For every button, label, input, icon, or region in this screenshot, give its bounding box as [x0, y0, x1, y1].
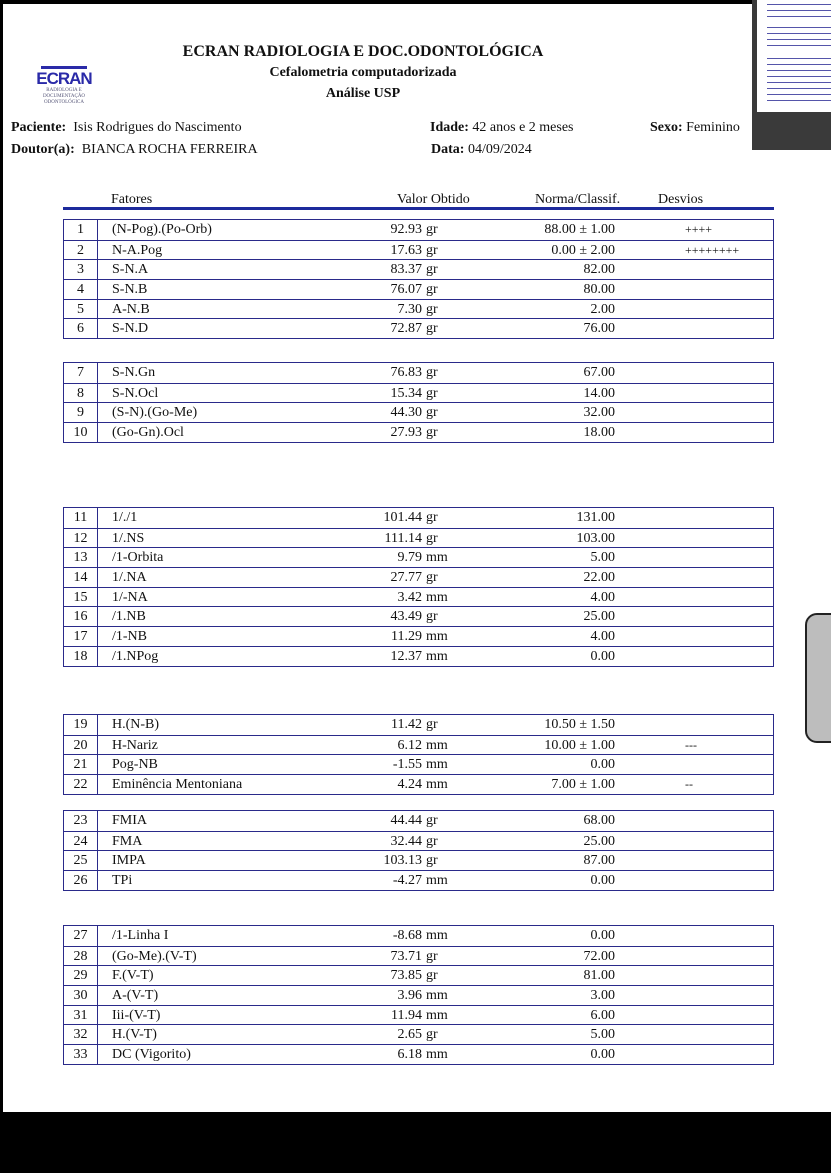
obtained-value: -8.68 mm [393, 926, 456, 945]
factor-name: /1-Orbita [112, 550, 164, 566]
norm-value: 88.00 ± 1.00 [544, 222, 615, 237]
table-row [64, 926, 773, 946]
table-row [64, 626, 773, 646]
col-norma: Norma/Classif. [535, 192, 621, 207]
obtained-value: 17.63 gr [391, 241, 457, 260]
unit: mm [426, 1007, 448, 1023]
norm-value: 14.00 [583, 385, 615, 401]
norm-value: 22.00 [583, 570, 615, 586]
norm-value: 25.00 [583, 609, 615, 625]
norm-value: 0.00 [590, 648, 615, 664]
table-row [64, 946, 773, 966]
row-number: 3 [64, 260, 98, 279]
table-row [64, 965, 773, 985]
norm-value: 10.00 ± 1.00 [544, 737, 615, 753]
obtained-value: 12.37 mm [391, 647, 457, 666]
table-row [64, 547, 773, 567]
unit: gr [426, 282, 438, 298]
table-row [64, 715, 773, 735]
factor-name: /1-NB [112, 629, 147, 645]
unit: mm [426, 873, 448, 889]
factor-name: 1/./1 [112, 510, 138, 525]
deviation: -- [685, 777, 693, 792]
obtained-value: 6.12 mm [398, 736, 457, 755]
table-row [64, 850, 773, 870]
norm-value: 4.00 [590, 629, 615, 645]
obtained-value: 11.29 mm [391, 627, 456, 646]
side-panel-tab[interactable] [805, 613, 831, 743]
row-number: 24 [64, 832, 98, 851]
factor-table-group [63, 507, 774, 667]
obtained-value: 44.30 gr [391, 403, 457, 422]
unit: gr [426, 321, 438, 337]
norm-value: 25.00 [583, 833, 615, 849]
factor-table-group [63, 219, 774, 339]
row-number: 1 [64, 220, 98, 240]
table-row [64, 299, 773, 319]
obtained-value: 43.49 gr [391, 607, 457, 626]
row-number: 10 [64, 423, 98, 442]
row-number: 7 [64, 363, 98, 383]
row-number: 2 [64, 241, 98, 260]
row-number: 9 [64, 403, 98, 422]
col-desvios: Desvios [658, 192, 704, 207]
factor-name: A-(V-T) [112, 988, 159, 1004]
table-row [64, 528, 773, 548]
factor-name: N-A.Pog [112, 242, 163, 258]
col-valor: Valor Obtido [397, 192, 470, 207]
table-row [64, 1044, 773, 1064]
factor-name: IMPA [112, 853, 146, 869]
row-number: 12 [64, 529, 98, 548]
obtained-value: 76.83 gr [391, 363, 457, 382]
table-row [64, 508, 773, 528]
norm-value: 103.00 [576, 530, 615, 546]
row-number: 16 [64, 607, 98, 626]
row-number: 8 [64, 384, 98, 403]
doctor-info: Doutor(a): BIANCA ROCHA FERREIRA [11, 142, 258, 157]
norm-value: 82.00 [583, 262, 615, 278]
row-number: 20 [64, 736, 98, 755]
norm-value: 2.00 [590, 301, 615, 317]
table-row [64, 985, 773, 1005]
unit: gr [426, 405, 438, 421]
row-number: 15 [64, 588, 98, 607]
ecran-logo: ECRAN RADIOLOGIA E DOCUMENTAÇÃO ODONTOLÓGICA [31, 66, 97, 106]
norm-value: 76.00 [583, 321, 615, 337]
table-row [64, 1005, 773, 1025]
obtained-value: 73.71 gr [391, 947, 457, 966]
obtained-value: 9.79 mm [398, 548, 457, 567]
obtained-value: 103.13 gr [384, 851, 457, 870]
table-row [64, 1024, 773, 1044]
row-number: 14 [64, 568, 98, 587]
table-row [64, 754, 773, 774]
norm-value: 0.00 [590, 873, 615, 889]
table-row [64, 363, 773, 383]
unit: gr [426, 570, 438, 586]
table-row [64, 279, 773, 299]
row-number: 33 [64, 1045, 98, 1064]
unit: gr [426, 510, 438, 525]
unit: gr [426, 242, 438, 258]
table-row [64, 646, 773, 666]
factor-name: (S-N).(Go-Me) [112, 405, 198, 421]
obtained-value: 4.24 mm [398, 775, 457, 794]
table-row [64, 422, 773, 442]
row-number: 5 [64, 300, 98, 319]
table-row [64, 318, 773, 338]
obtained-value: 32.44 gr [391, 832, 457, 851]
row-number: 4 [64, 280, 98, 299]
row-number: 18 [64, 647, 98, 666]
age-info: Idade: 42 anos e 2 meses [430, 120, 574, 135]
norm-value: 0.00 [590, 1047, 615, 1063]
row-number: 30 [64, 986, 98, 1005]
row-number: 32 [64, 1025, 98, 1044]
row-number: 25 [64, 851, 98, 870]
unit: gr [426, 385, 438, 401]
factor-name: FMIA [112, 813, 148, 828]
table-row [64, 220, 773, 240]
norm-value: 10.50 ± 1.50 [544, 717, 615, 732]
obtained-value: -1.55 mm [393, 755, 456, 774]
obtained-value: 3.42 mm [398, 588, 457, 607]
obtained-value: 7.30 gr [398, 300, 457, 319]
unit: gr [426, 948, 438, 964]
factor-table-group [63, 362, 774, 443]
norm-value: 87.00 [583, 853, 615, 869]
norm-value: 68.00 [583, 813, 615, 828]
deviation: ++++ [685, 222, 713, 236]
unit: mm [426, 757, 448, 773]
norm-value: 81.00 [583, 968, 615, 984]
header-divider [63, 207, 774, 210]
obtained-value: 6.18 mm [398, 1045, 457, 1064]
row-number: 19 [64, 715, 98, 735]
factor-name: TPi [112, 873, 133, 889]
norm-value: 67.00 [583, 365, 615, 380]
obtained-value: 73.85 gr [391, 966, 457, 985]
obtained-value: 92.93 gr [391, 220, 457, 239]
obtained-value: 11.42 gr [391, 715, 456, 734]
row-number: 22 [64, 775, 98, 794]
analysis-name: Análise USP [325, 86, 401, 101]
row-number: 27 [64, 926, 98, 946]
table-row [64, 383, 773, 403]
factor-table-group [63, 714, 774, 795]
factor-name: S-N.D [112, 321, 149, 337]
factor-name: H.(N-B) [112, 717, 160, 732]
col-fatores: Fatores [111, 192, 153, 207]
unit: gr [426, 813, 438, 828]
factor-name: S-N.B [112, 282, 148, 298]
row-number: 13 [64, 548, 98, 567]
obtained-value: 101.44 gr [384, 508, 457, 527]
factor-name: Pog-NB [112, 757, 158, 773]
factor-name: DC (Vigorito) [112, 1047, 191, 1063]
factor-name: S-N.A [112, 262, 149, 278]
unit: gr [426, 222, 438, 237]
obtained-value: 44.44 gr [391, 811, 457, 830]
factor-name: A-N.B [112, 301, 150, 317]
company-title: ECRAN RADIOLOGIA E DOC.ODONTOLÓGICA [182, 43, 544, 60]
unit: mm [426, 648, 448, 664]
norm-value: 5.00 [590, 1027, 615, 1043]
norm-value: 6.00 [590, 1007, 615, 1023]
norm-value: 7.00 ± 1.00 [551, 777, 615, 793]
table-row [64, 259, 773, 279]
deviation: ++++++++ [685, 242, 740, 257]
unit: mm [426, 1047, 448, 1063]
factor-name: (Go-Me).(V-T) [112, 948, 197, 964]
table-row [64, 831, 773, 851]
factor-name: 1/-NA [112, 589, 148, 605]
table-row [64, 811, 773, 831]
row-number: 26 [64, 871, 98, 890]
norm-value: 131.00 [576, 510, 615, 525]
factor-name: F.(V-T) [112, 968, 154, 984]
row-number: 23 [64, 811, 98, 831]
norm-value: 0.00 [590, 928, 615, 943]
factor-name: /1.NPog [112, 648, 159, 664]
unit: mm [426, 737, 448, 753]
factor-name: Eminência Mentoniana [112, 777, 243, 793]
obtained-value: 2.65 gr [398, 1025, 457, 1044]
norm-value: 0.00 [590, 757, 615, 773]
unit: gr [426, 1027, 438, 1043]
obtained-value: 111.14 gr [385, 529, 456, 548]
factor-name: FMA [112, 833, 143, 849]
norm-value: 72.00 [583, 948, 615, 964]
obtained-value: 27.77 gr [391, 568, 457, 587]
obtained-value: -4.27 mm [393, 871, 456, 890]
unit: mm [426, 629, 448, 645]
obtained-value: 3.96 mm [398, 986, 457, 1005]
deviation: --- [685, 737, 697, 752]
norm-value: 32.00 [583, 405, 615, 421]
table-row [64, 587, 773, 607]
factor-table-group [63, 925, 774, 1065]
table-row [64, 735, 773, 755]
table-row [64, 567, 773, 587]
report-subtitle: Cefalometria computadorizada [269, 65, 457, 80]
row-number: 11 [64, 508, 98, 528]
factor-name: H-Nariz [112, 737, 158, 753]
unit: mm [426, 988, 448, 1004]
unit: mm [426, 550, 448, 566]
row-number: 17 [64, 627, 98, 646]
unit: gr [426, 301, 438, 317]
row-number: 6 [64, 319, 98, 338]
unit: gr [426, 365, 438, 380]
unit: mm [426, 928, 448, 943]
factor-name: /1-Linha I [112, 928, 169, 943]
factor-name: S-N.Ocl [112, 385, 159, 401]
norm-value: 18.00 [583, 425, 615, 441]
factor-table-group [63, 810, 774, 891]
factor-name: (Go-Gn).Ocl [112, 425, 184, 441]
patient-info: Paciente: Isis Rodrigues do Nascimento [11, 120, 242, 135]
factor-name: /1.NB [112, 609, 146, 625]
norm-value: 3.00 [590, 988, 615, 1004]
row-number: 28 [64, 947, 98, 966]
report-page [3, 4, 831, 1112]
table-row [64, 870, 773, 890]
norm-value: 4.00 [590, 589, 615, 605]
unit: mm [426, 777, 448, 793]
unit: gr [426, 425, 438, 441]
unit: gr [426, 833, 438, 849]
unit: mm [426, 589, 448, 605]
row-number: 31 [64, 1006, 98, 1025]
row-number: 21 [64, 755, 98, 774]
obtained-value: 83.37 gr [391, 260, 457, 279]
obtained-value: 15.34 gr [391, 384, 457, 403]
page-thumbnail[interactable] [752, 0, 831, 150]
norm-value: 5.00 [590, 550, 615, 566]
table-row [64, 774, 773, 794]
table-row [64, 606, 773, 626]
row-number: 29 [64, 966, 98, 985]
unit: gr [426, 717, 438, 732]
factor-name: 1/.NA [112, 570, 147, 586]
unit: gr [426, 968, 438, 984]
obtained-value: 27.93 gr [391, 423, 457, 442]
table-row [64, 240, 773, 260]
table-row [64, 402, 773, 422]
unit: gr [426, 853, 438, 869]
norm-value: 80.00 [583, 282, 615, 298]
factor-name: H.(V-T) [112, 1027, 157, 1043]
norm-value: 0.00 ± 2.00 [551, 242, 615, 258]
sex-info: Sexo: Feminino [650, 120, 740, 135]
factor-name: S-N.Gn [112, 365, 156, 380]
unit: gr [426, 530, 438, 546]
date-info: Data: 04/09/2024 [431, 142, 532, 157]
factor-name: Iii-(V-T) [112, 1007, 161, 1023]
obtained-value: 76.07 gr [391, 280, 457, 299]
unit: gr [426, 262, 438, 278]
factor-name: 1/.NS [112, 530, 145, 546]
unit: gr [426, 609, 438, 625]
obtained-value: 11.94 mm [391, 1006, 456, 1025]
factor-name: (N-Pog).(Po-Orb) [112, 222, 212, 237]
obtained-value: 72.87 gr [391, 319, 457, 338]
